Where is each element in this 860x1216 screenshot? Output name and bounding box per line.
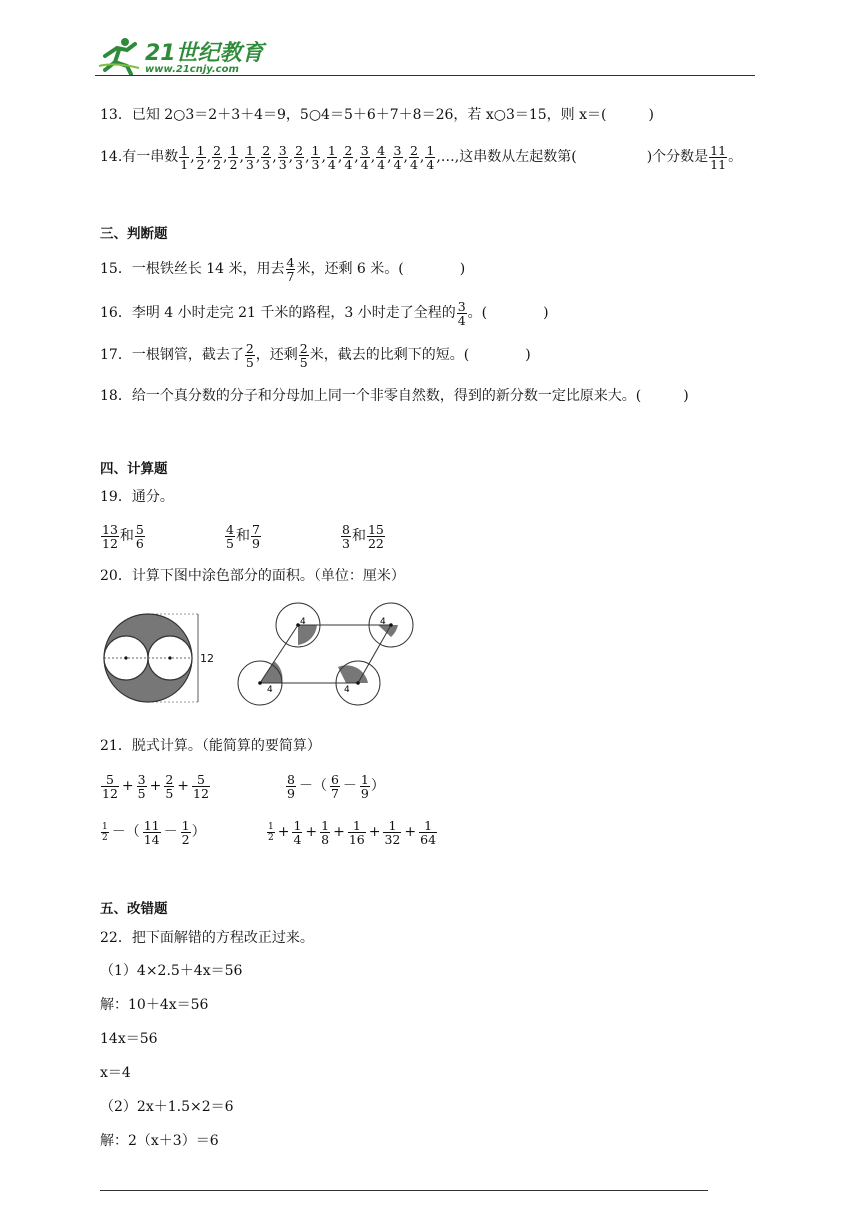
- fraction: $\frac{1}{8}$: [321, 817, 330, 847]
- logo-title: 21世纪教育: [145, 41, 264, 66]
- q14-after-blank: )个分数是: [646, 149, 709, 165]
- footer-rule: [100, 1190, 708, 1191]
- q22-line: （2）2x＋1.5×2＝6: [100, 1099, 234, 1115]
- question-19-title: 19．通分。: [100, 489, 174, 505]
- q14-prefix: 14.有一串数: [100, 149, 179, 165]
- sequence-fraction: $\frac{2}{4}$: [409, 142, 418, 172]
- sequence-fraction: $\frac{2}{4}$: [344, 142, 353, 172]
- fraction: $\frac{2}{5}$: [165, 771, 174, 801]
- page-header: [95, 30, 760, 80]
- question-13: 13．已知 2○3＝2＋3＋4＝9，5○4＝5＋6＋7＋8＝26，若 x○3＝15，则 x＝( ): [100, 107, 654, 123]
- fraction: $\frac{4}{5}$: [226, 521, 234, 551]
- question-16: 16．李明 4 小时走完 21 千米的路程，3 小时走了全程的 $\frac{3}{4}$ 。( ): [100, 298, 549, 328]
- sequence-fraction: $\frac{4}{4}$: [377, 142, 386, 172]
- fraction: $\frac{3}{5}$: [137, 771, 146, 801]
- runner-logo-icon: [95, 36, 143, 76]
- circle-figure: [100, 606, 230, 706]
- parallelogram-figure: [234, 601, 419, 706]
- parallelogram-label-2: 4: [380, 617, 386, 627]
- question-15: 15．一根铁丝长 14 米，用去 $\frac{4}{7}$ 米，还剩 6 米。( ): [100, 254, 466, 284]
- sequence-fraction: $\frac{1}{2}$: [229, 142, 238, 172]
- fraction: $\frac{15}{22}$: [367, 521, 384, 551]
- section-3-title: 三、判断题: [100, 226, 168, 242]
- fraction: $\frac{13}{12}$: [102, 521, 118, 551]
- circle-diameter-label: 12: [200, 652, 214, 665]
- fraction: $\frac{8}{3}$: [342, 521, 350, 551]
- sequence-fraction: $\frac{1}{1}$: [180, 142, 189, 172]
- parallelogram-label-1: 4: [300, 617, 306, 627]
- sequence-fraction: $\frac{3}{4}$: [393, 142, 402, 172]
- q19-pair: $\frac{4}{5}$ 和 $\frac{7}{9}$: [226, 521, 260, 551]
- q22-line: （1）4×2.5＋4x＝56: [100, 963, 243, 979]
- q19-pair: $\frac{8}{3}$ 和 $\frac{15}{22}$: [342, 521, 384, 551]
- header-rule: [95, 75, 755, 76]
- fraction: $\frac{1}{4}$: [293, 817, 302, 847]
- sequence-fraction: $\frac{2}{2}$: [213, 142, 222, 172]
- fraction: $\frac{1}{2}$: [181, 817, 190, 847]
- fraction: $\frac{7}{9}$: [251, 521, 260, 551]
- fraction: $\frac{5}{12}$: [102, 771, 118, 801]
- logo-url: www.21cnjy.com: [145, 64, 239, 75]
- q19-pair: $\frac{13}{12}$ 和 $\frac{5}{6}$: [102, 521, 144, 551]
- q14-end: 。: [728, 149, 743, 165]
- fraction: $\frac{1}{64}$: [420, 817, 437, 847]
- q14-middle: 这串数从左起数第(: [459, 149, 577, 165]
- q22-line: 解：2（x＋3）＝6: [100, 1133, 219, 1149]
- fraction: $\frac{1}{32}$: [384, 817, 401, 847]
- section-4-title: 四、计算题: [100, 461, 168, 477]
- q14-target-fraction: $\frac{11}{11}$: [710, 142, 727, 172]
- fraction: $\frac{1}{2}$: [268, 821, 274, 843]
- question-18: 18．给一个真分数的分子和分母加上同一个非零自然数，得到的新分数一定比原来大。( ): [100, 388, 689, 404]
- fraction: $\frac{5}{6}$: [135, 521, 144, 551]
- parallelogram-label-3: 4: [267, 685, 273, 695]
- sequence-fraction: $\frac{3}{4}$: [360, 142, 369, 172]
- question-20-title: 20．计算下图中涂色部分的面积。（单位：厘米）: [100, 568, 405, 584]
- q14-ellipsis: ,…,: [436, 149, 460, 165]
- fraction: $\frac{8}{9}$: [287, 771, 295, 801]
- q21-expression-2: $\frac{8}{9}$ －（ $\frac{6}{7}$ － $\frac{1}{9}$ ）: [287, 771, 385, 801]
- fraction: $\frac{11}{14}$: [143, 817, 160, 847]
- question-17: 17．一根钢管，截去了 $\frac{2}{5}$ ，还剩 $\frac{2}{5}$ 米，截去的比剩下的短。( ): [100, 340, 531, 370]
- question-22-title: 22．把下面解错的方程改正过来。: [100, 930, 314, 946]
- question-14: [100, 140, 742, 174]
- fraction: $\frac{1}{9}$: [360, 771, 369, 801]
- q22-line: 解：10＋4x＝56: [100, 997, 209, 1013]
- section-5-title: 五、改错题: [100, 901, 168, 917]
- q21-expression-3: $\frac{1}{2}$ －（ $\frac{11}{14}$ － $\frac{1}{2}$ ）: [102, 817, 206, 847]
- fraction: $\frac{6}{7}$: [330, 771, 339, 801]
- fraction: $\frac{1}{16}$: [348, 817, 365, 847]
- q14-sequence: $\frac{1}{1}$ , $\frac{1}{2}$ , $\frac{2}{2}$ , $\frac{1}{2}$ , $\frac{1}{3}$ , $\frac{2}{3}$ , $\frac{3}{3}$ , $\frac{2}{3}$ , $\frac{1}{3}$ , $\frac{1}{4}$ , $\frac{2}{4}$ , $\frac{3}{4}$ , $\frac{4}{4}$ , $\frac{3}{4}$ , $\frac{2}{4}$ , $\frac{1}{4}$: [180, 142, 435, 172]
- sequence-fraction: $\frac{1}{2}$: [196, 142, 205, 172]
- q22-line: x＝4: [100, 1065, 131, 1081]
- sequence-fraction: $\frac{1}{3}$: [245, 142, 254, 172]
- parallelogram-label-4: 4: [344, 685, 350, 695]
- fraction: $\frac{1}{2}$: [102, 821, 108, 843]
- sequence-fraction: $\frac{1}{3}$: [311, 142, 320, 172]
- fraction: $\frac{5}{12}$: [193, 771, 209, 801]
- question-21-title: 21．脱式计算。（能简算的要简算）: [100, 738, 321, 754]
- q21-expression-1: $\frac{5}{12}$ + $\frac{3}{5}$ + $\frac{2}{5}$ + $\frac{5}{12}$: [102, 771, 209, 801]
- q21-expression-4: $\frac{1}{2}$ + $\frac{1}{4}$ + $\frac{1}{8}$ + $\frac{1}{16}$ + $\frac{1}{32}$ + $\frac{1}{64}$: [268, 817, 437, 847]
- sequence-fraction: $\frac{1}{4}$: [327, 142, 336, 172]
- sequence-fraction: $\frac{2}{3}$: [262, 142, 271, 172]
- sequence-fraction: $\frac{3}{3}$: [278, 142, 287, 172]
- sequence-fraction: $\frac{1}{4}$: [426, 142, 435, 172]
- q22-line: 14x＝56: [100, 1031, 158, 1047]
- sequence-fraction: $\frac{2}{3}$: [295, 142, 304, 172]
